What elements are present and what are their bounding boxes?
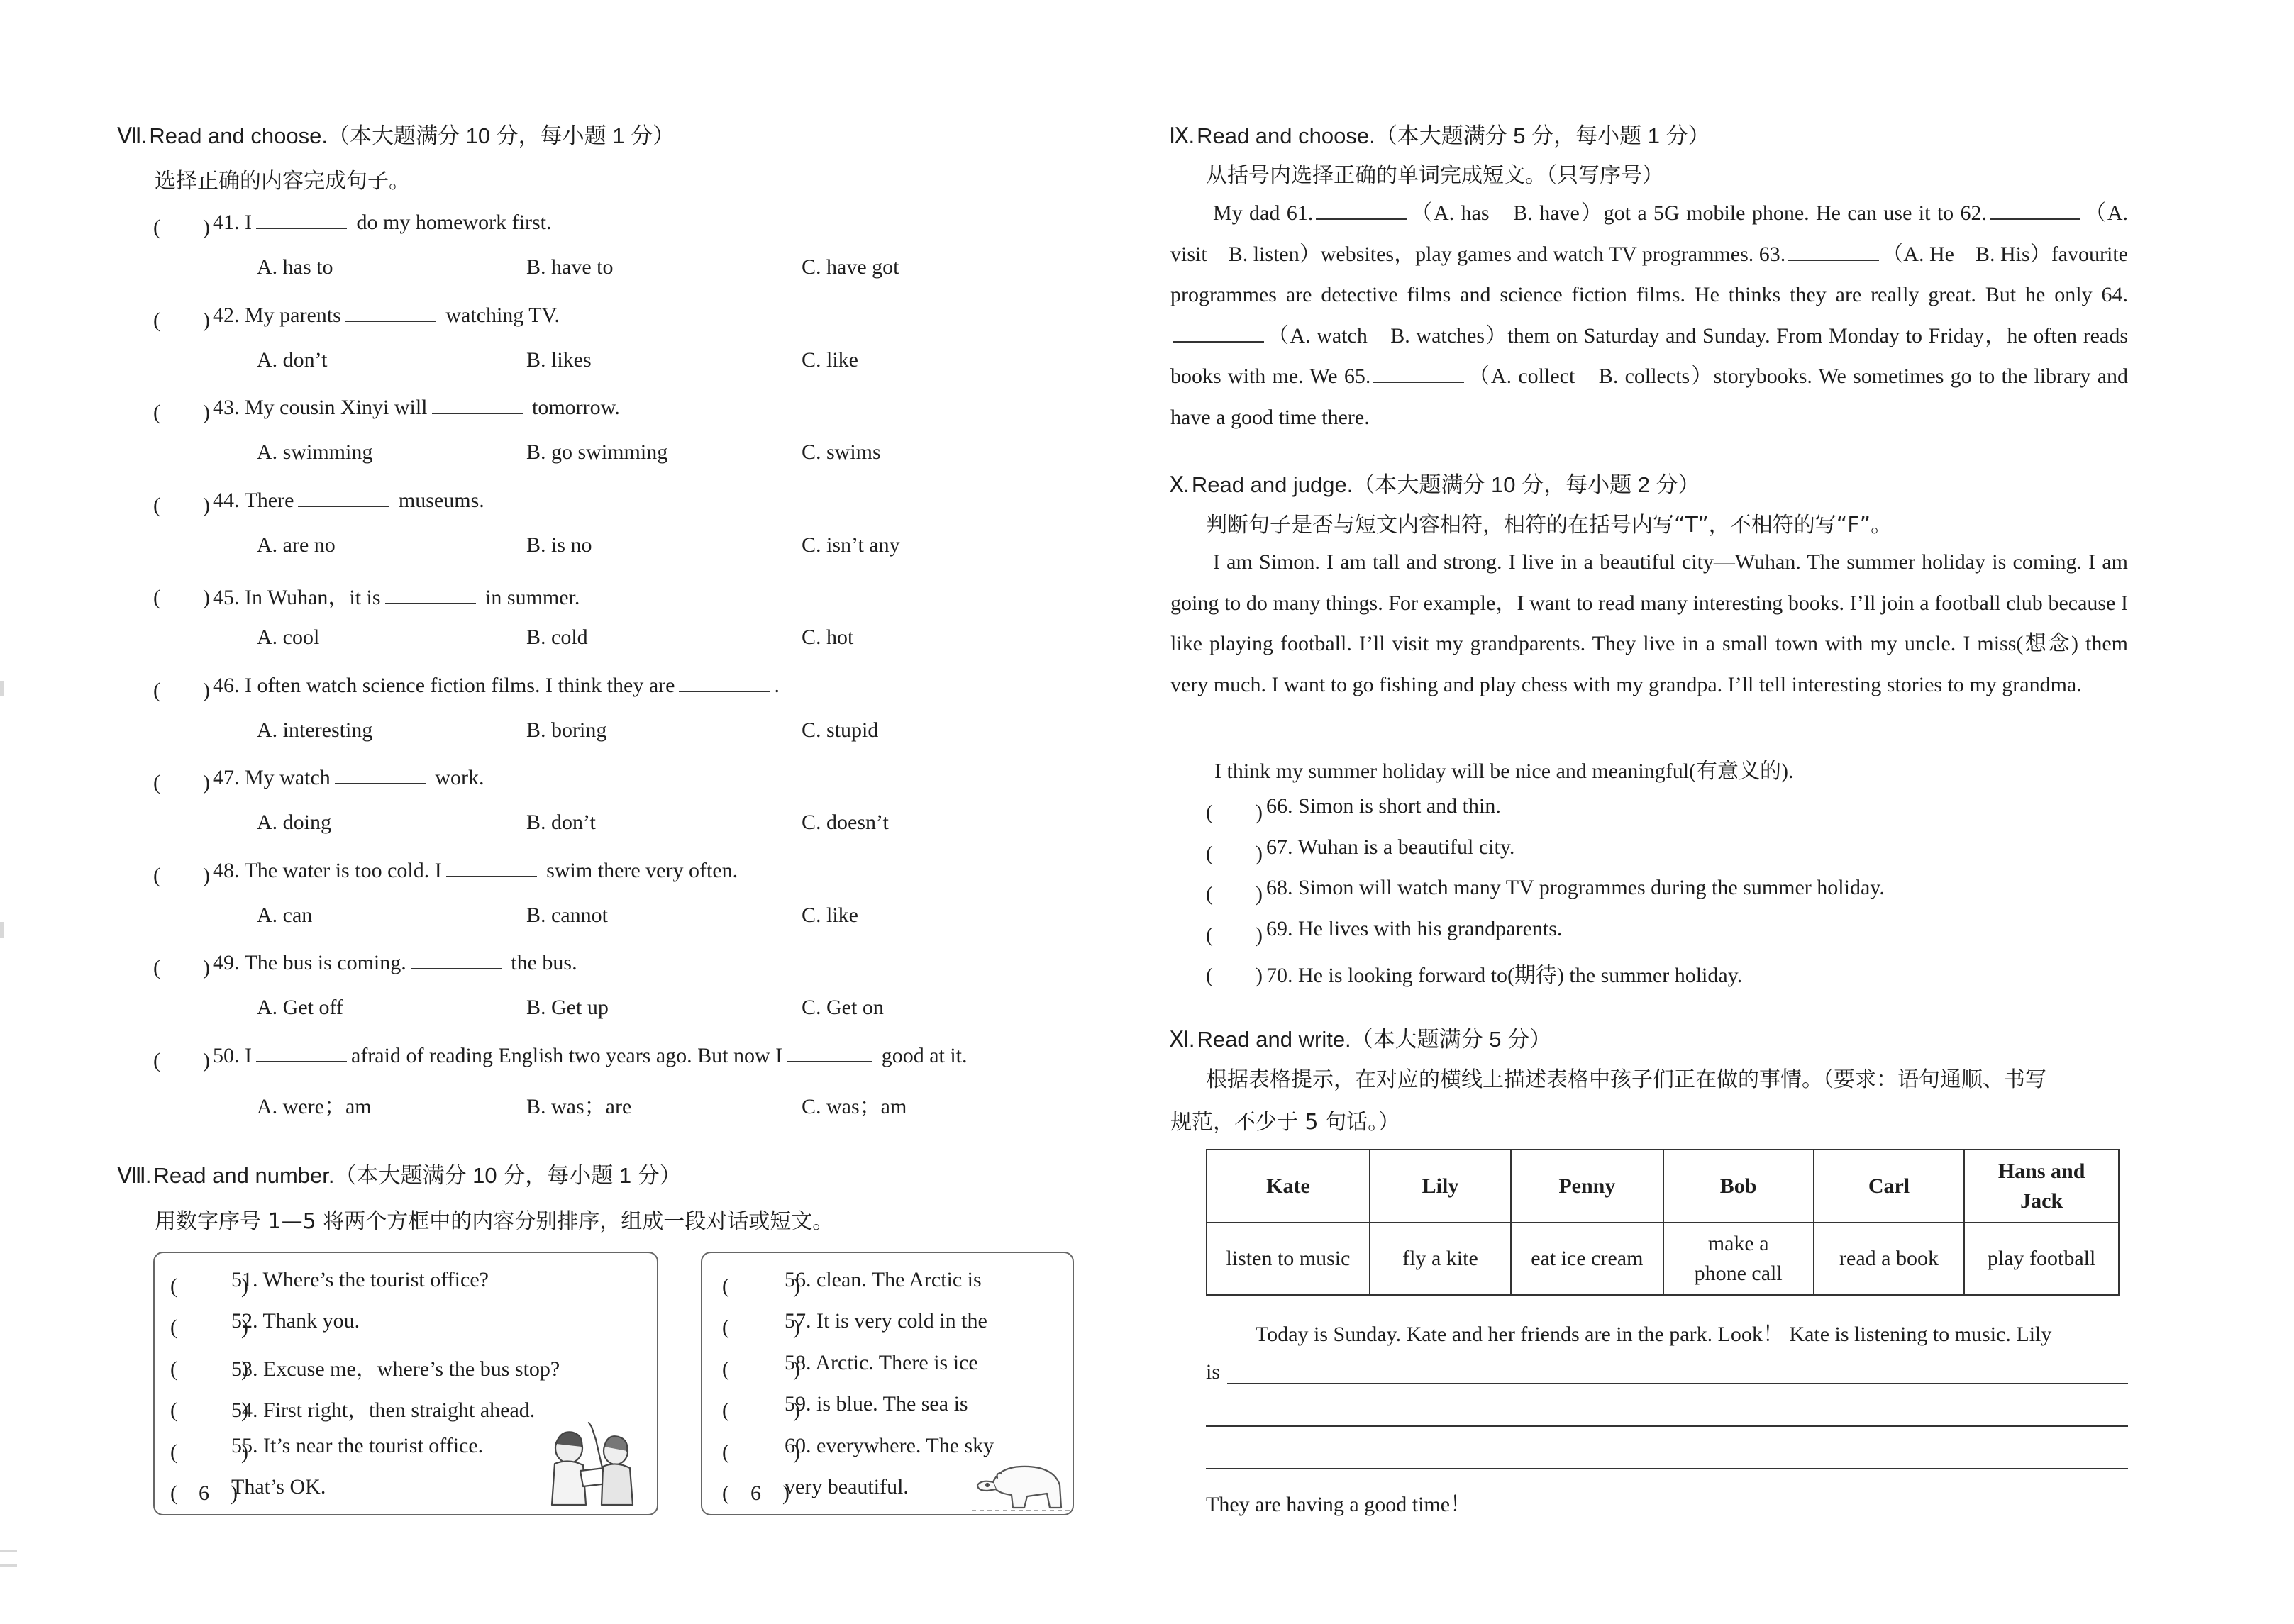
table-header-cell: Lily	[1370, 1150, 1511, 1223]
answer-blank[interactable]	[385, 584, 476, 604]
section-10-passage-end: I think my summer holiday will be nice and meaningful(有意义的).	[1214, 760, 1794, 783]
option[interactable]: A. are no	[257, 533, 336, 557]
option[interactable]: A. can	[257, 903, 313, 927]
answer-blank[interactable]	[432, 394, 523, 414]
option[interactable]: C. Get on	[802, 996, 884, 1019]
option[interactable]: B. likes	[526, 348, 592, 372]
dialogue-line: 55. It’s near the tourist office.	[231, 1434, 484, 1457]
question-text: 46. I often watch science fiction films. I think they are .	[213, 674, 780, 697]
writing-line-3[interactable]	[1206, 1468, 2128, 1469]
section-7-heading	[117, 118, 675, 150]
answer-bracket[interactable]: ( )	[153, 308, 210, 332]
judge-statement: 66. Simon is short and thin.	[1266, 794, 1501, 818]
table-header-cell: Kate	[1207, 1150, 1370, 1223]
answer-blank[interactable]	[787, 1042, 872, 1062]
blank-62[interactable]	[1990, 200, 2080, 220]
option[interactable]: A. don’t	[257, 348, 328, 372]
option[interactable]: B. don’t	[526, 811, 596, 834]
dialogue-line: 51. Where’s the tourist office?	[231, 1268, 489, 1291]
option[interactable]: C. isn’t any	[802, 533, 900, 557]
answer-bracket[interactable]: ( )	[153, 216, 210, 239]
table-cell: play football	[1964, 1223, 2119, 1295]
option[interactable]: B. cold	[526, 625, 588, 649]
option[interactable]: B. was；are	[526, 1095, 632, 1118]
section-8-number: Ⅷ.	[117, 1163, 151, 1188]
table-cell: fly a kite	[1370, 1223, 1511, 1295]
answer-blank[interactable]	[298, 487, 389, 507]
answer-blank[interactable]	[679, 672, 770, 692]
section-9-number: Ⅸ.	[1169, 123, 1195, 148]
table-header-cell: Penny	[1511, 1150, 1663, 1223]
section-7-title: Read and choose.（本大题满分 10 分，每小题 1 分）	[149, 123, 675, 148]
order-bracket[interactable]: ( )	[170, 1357, 248, 1381]
option[interactable]: A. interesting	[257, 718, 373, 742]
judge-bracket[interactable]: ( )	[1206, 801, 1263, 824]
question-text: 48. The water is too cold. I swim there very often.	[213, 859, 738, 882]
option[interactable]: A. doing	[257, 811, 331, 834]
answer-blank[interactable]	[411, 950, 502, 969]
passage-line: very beautiful.	[785, 1475, 909, 1498]
question-text: 49. The bus is coming. the bus.	[213, 951, 577, 974]
section-11-heading	[1169, 1021, 1551, 1053]
section-9-instruction: 从括号内选择正确的单词完成短文。（只写序号）	[1206, 163, 1663, 188]
section-8-instruction: 用数字序号 1—5 将两个方框中的内容分别排序，组成一段对话或短文。	[155, 1209, 834, 1234]
passage-line: 57. It is very cold in the	[785, 1309, 987, 1333]
passage-line: 58. Arctic. There is ice	[785, 1351, 978, 1374]
writing-is-word: is	[1206, 1360, 1221, 1384]
option[interactable]: B. Get up	[526, 996, 609, 1019]
order-bracket[interactable]: ( )	[722, 1316, 800, 1339]
table-header-cell: Carl	[1814, 1150, 1965, 1223]
section-7-number: Ⅶ.	[117, 123, 147, 148]
answer-blank[interactable]	[345, 302, 436, 322]
order-bracket[interactable]: ( 6 )	[722, 1481, 789, 1505]
option[interactable]: B. cannot	[526, 903, 608, 927]
passage-line: 56. clean. The Arctic is	[785, 1268, 982, 1291]
order-bracket[interactable]: ( )	[722, 1398, 800, 1422]
option[interactable]: B. boring	[526, 718, 607, 742]
passage-line: 60. everywhere. The sky	[785, 1434, 994, 1457]
order-bracket[interactable]: ( )	[170, 1398, 248, 1422]
blank-61[interactable]	[1316, 200, 1407, 220]
passage-line: 59. is blue. The sea is	[785, 1392, 968, 1416]
option[interactable]: C. hot	[802, 625, 854, 649]
option[interactable]: C. was；am	[802, 1095, 907, 1118]
section-7-instruction: 选择正确的内容完成句子。	[155, 169, 410, 194]
answer-blank[interactable]	[446, 857, 537, 877]
answer-bracket[interactable]: ( )	[153, 586, 210, 609]
option[interactable]: C. stupid	[802, 718, 879, 742]
order-bracket[interactable]: ( )	[170, 1440, 248, 1464]
answer-bracket[interactable]: ( )	[153, 1049, 210, 1072]
order-bracket[interactable]: ( )	[170, 1316, 248, 1339]
question-text: 41. I do my homework first.	[213, 211, 552, 234]
dialogue-line: That’s OK.	[231, 1475, 326, 1498]
section-9-passage: My dad 61. （A. has B. have）got a 5G mobile phone. He can use it to 62. （A. visit B. listen）websites，play games and watch TV programmes. 63. （A. He B. His）favourite programmes are detective films and science fiction films. He thinks they are really great. But he only 64.（A. watch B. watches）them on Saturday and Sunday. From Monday to Friday，he often reads books with me. We 65. （A. collect B. collects）storybooks. We sometimes go to the library and have a good time there.	[1170, 201, 2128, 429]
option[interactable]: B. go swimming	[526, 440, 668, 464]
kids-pointing-illustration	[539, 1418, 645, 1511]
question-text: 43. My cousin Xinyi will tomorrow.	[213, 396, 620, 419]
order-bracket[interactable]: ( )	[722, 1357, 800, 1381]
binding-mark	[0, 1550, 17, 1552]
option[interactable]: A. has to	[257, 255, 333, 279]
dialogue-line: 53. Excuse me，where’s the bus stop?	[231, 1357, 560, 1381]
binding-mark	[0, 681, 4, 696]
option[interactable]: C. have got	[802, 255, 899, 279]
section-9-title: Read and choose.（本大题满分 5 分，每小题 1 分）	[1197, 123, 1710, 148]
section-10-passage: I am Simon. I am tall and strong. I live in a beautiful city—Wuhan. The summer holiday is coming. I am going to do many things. For example，I want to read many interesting books. I’ll join a football club because I like playing football. I’ll visit my grandparents. They live in a small town with my uncle. I miss(想念) them very much. I want to go fishing and play chess with my grandpa. I’ll tell interesting stories to my grandma.	[1170, 550, 2128, 696]
option[interactable]: A. swimming	[257, 440, 373, 464]
section-11-instruction-2: 规范，不少于 5 句话。）	[1170, 1110, 1400, 1135]
question-text: 50. I afraid of reading English two years ago. But now I good at it.	[213, 1044, 968, 1067]
dialogue-line: 52. Thank you.	[231, 1309, 360, 1333]
polar-bear-illustration	[972, 1454, 1071, 1512]
table-cell: listen to music	[1207, 1223, 1370, 1295]
option[interactable]: C. like	[802, 348, 858, 372]
writing-line-2[interactable]	[1206, 1425, 2128, 1427]
binding-mark	[0, 922, 4, 938]
option[interactable]: B. have to	[526, 255, 614, 279]
judge-bracket[interactable]: ( )	[1206, 882, 1263, 906]
option[interactable]: B. is no	[526, 533, 592, 557]
answer-bracket[interactable]: ( )	[153, 494, 210, 517]
order-bracket[interactable]: ( )	[722, 1440, 800, 1464]
option[interactable]: A. cool	[257, 625, 320, 649]
section-10-instruction: 判断句子是否与短文内容相符，相符的在括号内写“T”，不相符的写“F”。	[1206, 513, 1893, 538]
binding-mark	[0, 1564, 17, 1567]
activities-table	[1206, 1149, 2120, 1296]
section-9-heading	[1169, 118, 1710, 150]
judge-bracket[interactable]: ( )	[1206, 964, 1263, 987]
order-bracket[interactable]: ( 6 )	[170, 1481, 238, 1505]
answer-bracket[interactable]: ( )	[153, 401, 210, 424]
blank-63[interactable]	[1788, 241, 1879, 261]
order-bracket[interactable]: ( )	[722, 1274, 800, 1298]
section-10-heading	[1169, 467, 1700, 499]
table-header-cell: Hans and Jack	[1964, 1150, 2119, 1223]
blank-64[interactable]	[1173, 323, 1264, 343]
table-cell: eat ice cream	[1511, 1223, 1663, 1295]
question-text: 45. In Wuhan，it is in summer.	[213, 586, 580, 609]
option[interactable]: A. were；am	[257, 1095, 372, 1118]
section-11-number: Ⅺ.	[1169, 1027, 1195, 1052]
writing-end-sentence: They are having a good time！	[1206, 1493, 1472, 1516]
question-text: 44. There museums.	[213, 489, 484, 512]
table-row	[1207, 1223, 2119, 1295]
question-text: 47. My watch work.	[213, 766, 484, 789]
table-header-row	[1207, 1150, 2119, 1223]
question-text: 42. My parents watching TV.	[213, 304, 560, 327]
judge-bracket[interactable]: ( )	[1206, 923, 1263, 947]
answer-blank[interactable]	[256, 1042, 347, 1062]
table-cell: read a book	[1814, 1223, 1965, 1295]
blank-65[interactable]	[1373, 363, 1464, 383]
judge-statement: 68. Simon will watch many TV programmes during the summer holiday.	[1266, 876, 1885, 899]
answer-blank[interactable]	[335, 764, 426, 784]
order-bracket[interactable]: ( )	[170, 1274, 248, 1298]
section-8-heading	[117, 1157, 682, 1189]
answer-bracket[interactable]: ( )	[153, 771, 210, 794]
judge-statement: 69. He lives with his grandparents.	[1266, 917, 1563, 940]
table-header-cell: Bob	[1663, 1150, 1814, 1223]
writing-start-sentence: Today is Sunday. Kate and her friends are in the park. Look！ Kate is listening to music. Lily	[1256, 1323, 2052, 1346]
section-10-number: Ⅹ.	[1169, 472, 1189, 497]
section-11-title: Read and write.（本大题满分 5 分）	[1197, 1027, 1552, 1052]
writing-line-1[interactable]	[1227, 1383, 2128, 1384]
section-8-title: Read and number.（本大题满分 10 分，每小题 1 分）	[153, 1163, 682, 1188]
option[interactable]: C. swims	[802, 440, 881, 464]
dialogue-line: 54. First right，then straight ahead.	[231, 1398, 536, 1422]
answer-blank[interactable]	[256, 209, 347, 229]
section-11-instruction: 根据表格提示，在对应的横线上描述表格中孩子们正在做的事情。（要求：语句通顺、书写	[1206, 1067, 2046, 1092]
judge-bracket[interactable]: ( )	[1206, 842, 1263, 865]
judge-statement: 67. Wuhan is a beautiful city.	[1266, 835, 1515, 859]
answer-bracket[interactable]: ( )	[153, 679, 210, 702]
answer-bracket[interactable]: ( )	[153, 956, 210, 979]
option[interactable]: A. Get off	[257, 996, 343, 1019]
section-10-title: Read and judge.（本大题满分 10 分，每小题 2 分）	[1191, 472, 1700, 497]
option[interactable]: C. like	[802, 903, 858, 927]
answer-bracket[interactable]: ( )	[153, 864, 210, 887]
table-cell: make a phone call	[1663, 1223, 1814, 1295]
option[interactable]: C. doesn’t	[802, 811, 889, 834]
judge-statement: 70. He is looking forward to(期待) the summer holiday.	[1266, 964, 1743, 987]
